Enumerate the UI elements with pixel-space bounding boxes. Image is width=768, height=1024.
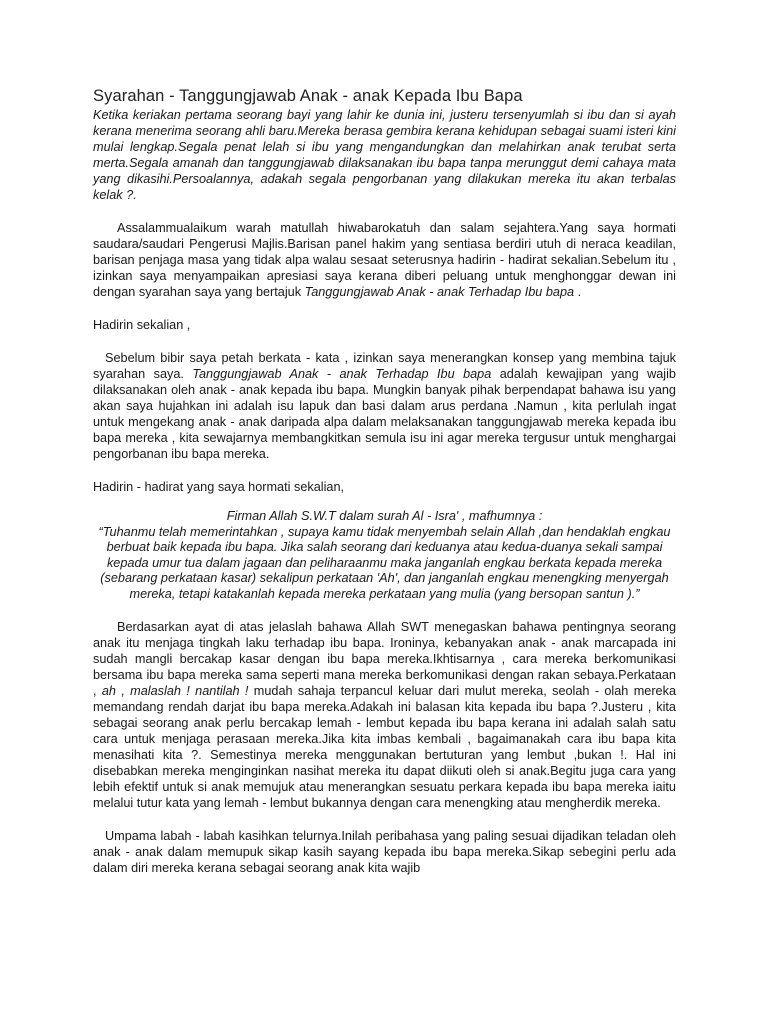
proverb-paragraph: Umpama labah - labah kasihkan telurnya.Inilah peribahasa yang paling sesuai dijadikan teladan oleh anak - anak dalam memupuk sikap kasih sayang kepada ibu bapa mereka.Sikap sebegini perlu ada dalam diri mereka kerana sebagai seorang anak kita wajib (93, 829, 676, 875)
concept-paragraph (93, 350, 676, 462)
argument-paragraph (93, 619, 676, 811)
verse-quote (93, 509, 676, 602)
verse-intro: Firman Allah S.W.T dalam surah Al - Isra' , mafhumnya : (226, 509, 543, 523)
intro-paragraph: Ketika keriakan pertama seorang bayi yang lahir ke dunia ini, justeru tersenyumlah si ibu dan si ayah kerana menerima seorang ahli baru.Mereka berasa gembira kerana kehidupan sebagai suami isteri kini mulai lengkap.Segala penat lelah si ibu yang mengandungkan dan melahirkan anak terubat serta merta.Segala amanah dan tanggungjawab dilaksanakan ibu bapa tanpa merunggut demi cahaya mata yang dikasihi.Persoalannya, adakah segala pengorbanan yang dilakukan mereka itu akan terbalas kelak ?. (93, 108, 676, 202)
speech-topic: Tanggungjawab Anak - anak Terhadap Ibu bapa (304, 285, 575, 299)
concept-rest: adalah kewajipan yang wajib dilaksanakan oleh anak - anak kepada ibu bapa. Mungkin banyak pihak berpendapat bahawa isu yang akan saya hujahkan ini adalah isu lapuk dan basi dalam arus perdana .Namun , kita perlulah ingat untuk mengekang anak - anak daripada alpa dalam melaksanakan tanggungjawab mereka kepada ibu bapa mereka , kita sewajarnya membangkitkan semula isu ini agar mereka tergusur untuk menghargai pengorbanan ibu bapa mereka. (93, 367, 676, 461)
greeting-1: Hadirin sekalian , (93, 318, 191, 332)
greeting-2: Hadirin - hadirat yang saya hormati sekalian, (93, 480, 345, 494)
argument-rest: mudah sahaja terpancul keluar dari mulut mereka, seolah - olah mereka memandang rendah darjat ibu bapa mereka.Adakah ini balasan kita kepada ibu bapa ?.Justeru , kita sebagai seorang anak perlu bercakap lemah - lembut kepada ibu bapa kerana ini adalah salah satu cara untuk menjaga perasaan mereka.Jika kita imbas kembali , bagaimanakah cara ibu bapa kita menasihati kita ?. Semestinya mereka menggunakan bertuturan yang lembut ,bukan !. Hal ini disebabkan mereka menginginkan nasihat mereka itu dapat diikuti oleh si anak.Begitu juga cara yang lebih efektif untuk si anak memujuk atau menerangkan sesuatu perkara kepada ibu bapa mereka iaitu melalui tutur kata yang lemah - lembut bukannya dengan cara menengking atau mengherdik mereka. (93, 684, 677, 810)
argument-start: Berdasarkan ayat di atas jelaslah bahawa Allah SWT menegaskan bahawa pentingnya seorang anak itu menjaga tingkah laku terhadap ibu bapa. Ironinya, kebanyakan anak - anak marcapada ini sudah mangli bercakap kasar dengan ibu bapa mereka.Ikhtisarnya , cara mereka berkomunikasi bersama ibu bapa mereka sama seperti mana mereka berkomunikasi dengan rakan sebaya.Perkataan , (93, 620, 676, 698)
opening-paragraph (93, 220, 676, 300)
concept-topic: Tanggungjawab Anak - anak Terhadap Ibu bapa (192, 367, 492, 381)
opening-end: . (574, 285, 582, 299)
page-title: Syarahan - Tanggungjawab Anak - anak Kepada Ibu Bapa (93, 87, 523, 105)
concept-start: Sebelum bibir saya petah berkata - kata , izinkan saya menerangkan konsep yang membina tajuk syarahan saya. (93, 351, 676, 381)
verse-body: “Tuhanmu telah memerintahkan , supaya kamu tidak menyembah selain Allah ,dan hendaklah engkau berbuat baik kepada ibu bapa. Jika salah seorang dari keduanya atau kedua-duanya sekali sampai kepada umur tua dalam jagaan dan peliharaanmu maka janganlah engkau berkata kepada mereka (sebarang perkataan kasar) sekalipun perkataan 'Ah', dan janganlah engkau menengking menyergah mereka, tetapi katakanlah kepada mereka perkataan yang mulia (yang bersopan santun ).” (98, 524, 671, 601)
opening-text: Assalammualaikum warah matullah hiwabarokatuh dan salam sejahtera.Yang saya hormati saudara/saudari Pengerusi Majlis.Barisan panel hakim yang sentiasa berdiri utuh di neraca keadilan, barisan penjaga masa yang tidak alpa walau sesaat seterusnya hadirin - hadirat sekalian.Sebelum itu , izinkan saya menyampaikan apresiasi saya kerana diberi peluang untuk menghonggar dewan ini dengan syarahan saya yang bertajuk (93, 221, 676, 299)
document-page (93, 86, 676, 876)
argument-em-words: ah , malaslah ! nantilah ! (101, 684, 249, 698)
